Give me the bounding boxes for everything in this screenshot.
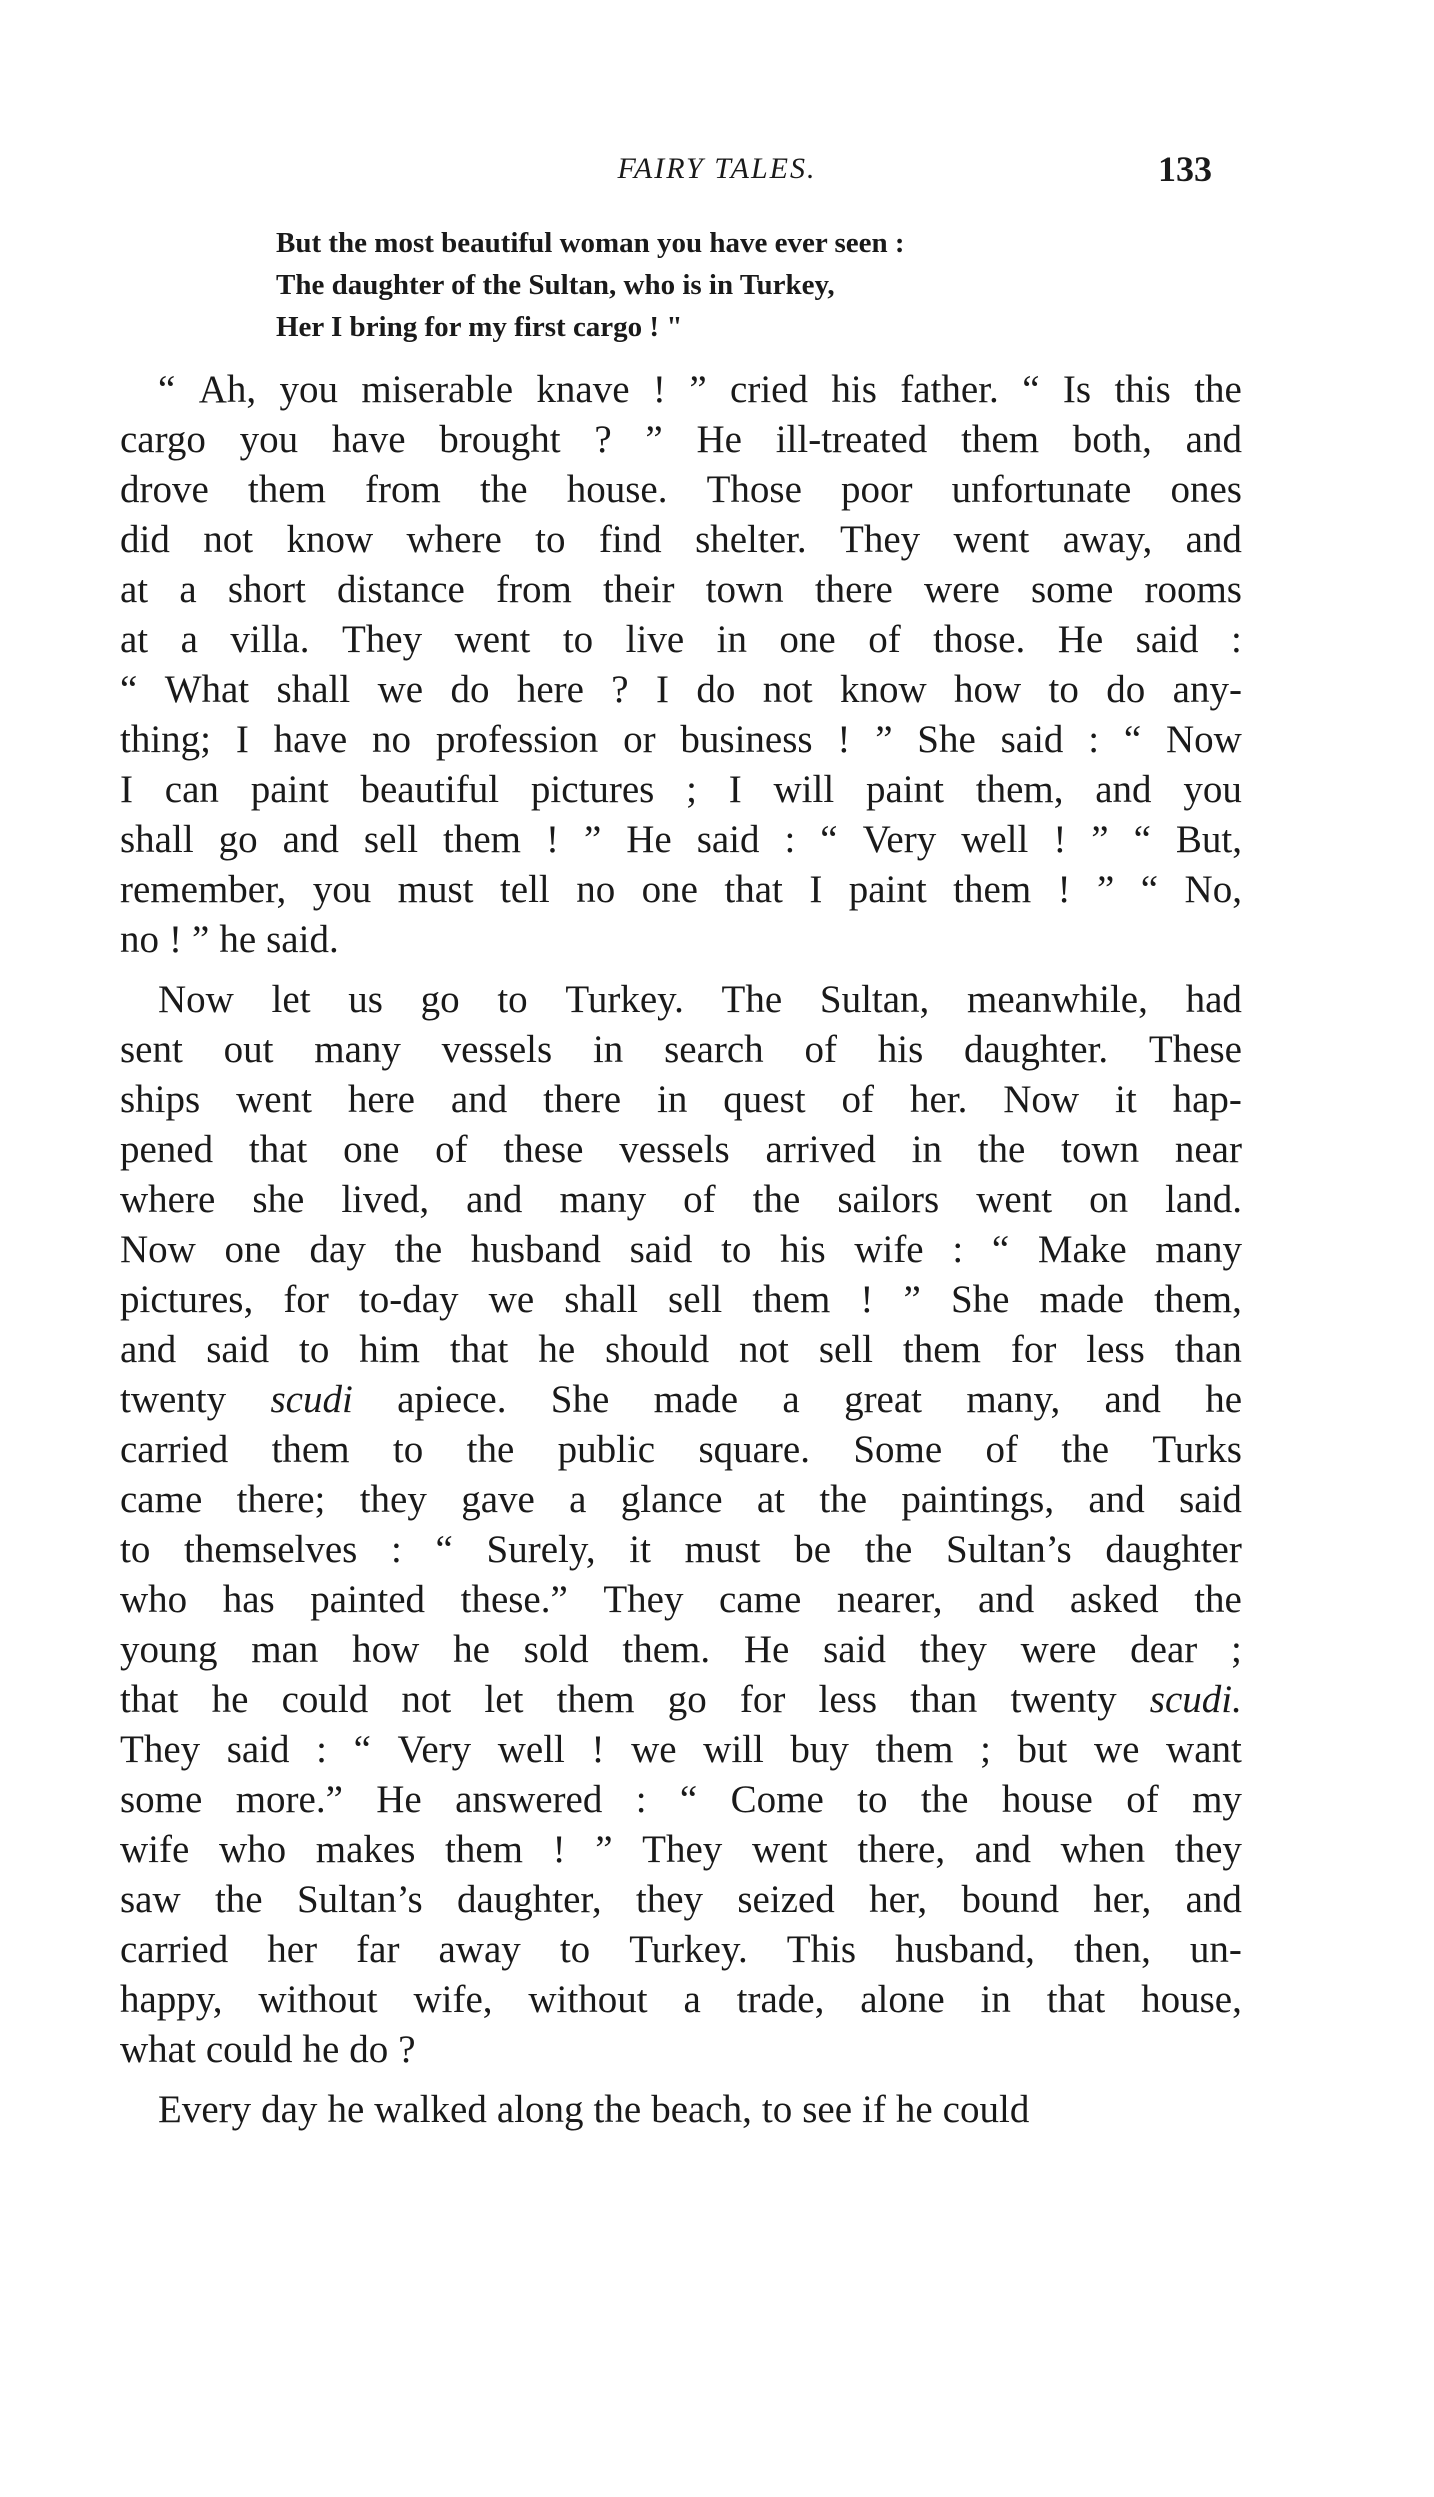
verse-line: The daughter of the Sultan, who is in Turkey, (276, 269, 835, 301)
running-title: FAIRY TALES. (617, 152, 817, 185)
text-line: who has painted these.” They came nearer, and asked the (120, 1578, 1242, 1621)
text-line: what could he do ? (120, 2028, 416, 2071)
verse-line: But the most beautiful woman you have ever seen : (276, 227, 905, 259)
text-line: I can paint beautiful pictures ; I will paint them, and you (120, 768, 1242, 811)
text-line: and said to him that he should not sell them for less than (120, 1328, 1242, 1371)
text-line: pened that one of these vessels arrived in the town near (120, 1128, 1242, 1171)
text-line: “ Ah, you miserable knave ! ” cried his father. “ Is this the (158, 368, 1242, 411)
text-line: remember, you must tell no one that I paint them ! ” “ No, (120, 868, 1242, 911)
text-line: carried them to the public square. Some of the Turks (120, 1428, 1242, 1471)
prose-body (120, 365, 1242, 2135)
text-line: drove them from the house. Those poor unfortunate ones (120, 468, 1242, 511)
text-line: where she lived, and many of the sailors went on land. (120, 1178, 1242, 1221)
text-line: Every day he walked along the beach, to see if he could (158, 2088, 1030, 2131)
text-line: to themselves : “ Surely, it must be the Sultan’s daughter (120, 1528, 1242, 1571)
verse-block (276, 222, 1276, 348)
text-line: cargo you have brought ? ” He ill-treated them both, and (120, 418, 1242, 461)
text-line: did not know where to find shelter. They went away, and (120, 518, 1242, 561)
text-line: happy, without wife, without a trade, alone in that house, (120, 1978, 1242, 2021)
text-line: “ What shall we do here ? I do not know how to do any- (120, 668, 1242, 711)
text-line: young man how he sold them. He said they were dear ; (120, 1628, 1242, 1671)
text-line: wife who makes them ! ” They went there, and when they (120, 1828, 1242, 1871)
text-line: saw the Sultan’s daughter, they seized her, bound her, and (120, 1878, 1242, 1921)
text-line: came there; they gave a glance at the paintings, and said (120, 1478, 1242, 1521)
text-line: thing; I have no profession or business ! ” She said : “ Now (120, 718, 1242, 761)
verse-line: Her I bring for my first cargo ! " (276, 311, 683, 343)
page-number: 133 (1158, 149, 1212, 189)
text-line: pictures, for to-day we shall sell them ! ” She made them, (120, 1278, 1242, 1321)
text-line: Now one day the husband said to his wife : “ Make many (120, 1228, 1242, 1271)
text-line: shall go and sell them ! ” He said : “ Very well ! ” “ But, (120, 818, 1242, 861)
text-line: some more.” He answered : “ Come to the house of my (120, 1778, 1242, 1821)
text-line: at a short distance from their town there were some rooms (120, 568, 1242, 611)
text-line: They said : “ Very well ! we will buy them ; but we want (120, 1728, 1242, 1771)
text-line: no ! ” he said. (120, 918, 339, 961)
text-line: carried her far away to Turkey. This husband, then, un- (120, 1928, 1242, 1971)
text-line: twenty scudi apiece. She made a great many, and he (120, 1378, 1242, 1421)
text-line: Now let us go to Turkey. The Sultan, meanwhile, had (158, 978, 1242, 1021)
text-line: at a villa. They went to live in one of those. He said : (120, 618, 1242, 661)
running-head (0, 148, 1434, 198)
text-line: that he could not let them go for less than twenty scudi. (120, 1678, 1242, 1721)
text-line: sent out many vessels in search of his daughter. These (120, 1028, 1242, 1071)
text-line: ships went here and there in quest of her. Now it hap- (120, 1078, 1242, 1121)
